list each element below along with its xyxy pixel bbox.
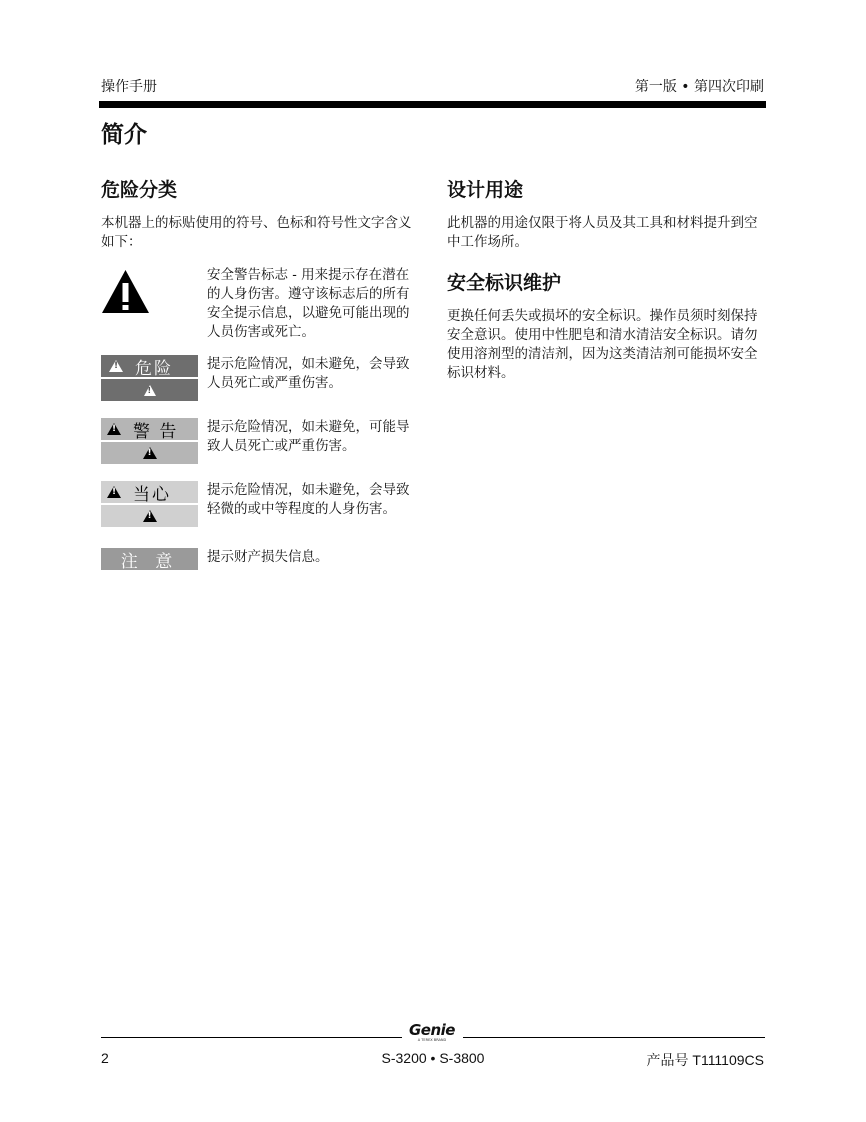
footer-rule-left: [101, 1037, 402, 1038]
caution-description: 提示危险情况，如未避免，会导致轻微的或中等程度的人身伤害。: [207, 482, 410, 517]
signal-row-danger: [101, 355, 419, 401]
page-title: 简介: [101, 122, 147, 148]
signal-row-warning: [101, 418, 419, 464]
footer-part-number: 产品号 T111109CS: [646, 1052, 764, 1068]
caution-badge: [101, 481, 198, 527]
caution-label: 当心: [133, 484, 171, 505]
header-manual-title: 操作手册: [101, 79, 157, 95]
warning-badge-symbol: [101, 442, 198, 464]
danger-badge-header: [101, 355, 198, 377]
warning-label: 警 告: [133, 421, 179, 442]
signal-row-notice: [101, 548, 419, 572]
warning-triangle-icon: [107, 423, 121, 435]
danger-badge: [101, 355, 198, 401]
notice-label: 注 意: [120, 551, 179, 572]
safety-alert-description: 安全警告标志 - 用来提示存在潜在的人身伤害。遵守该标志后的所有安全提示信息，以避免可能出现的人员伤害或死亡。: [207, 267, 410, 340]
notice-badge-header: [101, 548, 198, 570]
safety-alert-row: [101, 266, 419, 354]
logo-wordmark: Genie: [409, 1021, 455, 1039]
warning-description: 提示危险情况，如未避免，可能导致人员死亡或严重伤害。: [207, 419, 410, 454]
header-rule: [99, 101, 766, 108]
hazard-classification-heading: 危险分类: [101, 179, 178, 201]
hazard-intro-text: 本机器上的标贴使用的符号、色标和符号性文字含义如下：: [101, 215, 412, 250]
safety-sign-maintenance-text: 更换任何丢失或损坏的安全标识。操作员须时刻保持安全意识。使用中性肥皂和清水清洁安全标识。请勿使用溶剂型的清洁剂，因为这类清洁剂可能损坏安全标识材料。: [447, 308, 758, 381]
logo-tagline: A TEREX BRAND: [417, 1038, 447, 1042]
warning-triangle-icon: [144, 385, 156, 396]
notice-badge: [101, 548, 198, 570]
warning-triangle-icon: [143, 510, 157, 522]
warning-badge: [101, 418, 198, 464]
footer-models: S-3200 • S-3800: [381, 1050, 485, 1066]
intended-use-text: 此机器的用途仅限于将人员及其工具和材料提升到空中工作场所。: [447, 215, 758, 250]
right-column: [447, 177, 767, 383]
left-column: [101, 177, 419, 572]
page-number: 2: [101, 1050, 109, 1066]
warning-triangle-icon: [107, 486, 121, 498]
caution-badge-header: [101, 481, 198, 503]
danger-label: 危险: [135, 358, 173, 379]
warning-badge-header: [101, 418, 198, 440]
header-edition: 第一版 • 第四次印刷: [634, 79, 764, 95]
genie-logo: [403, 1022, 461, 1042]
warning-triangle-icon: [143, 447, 157, 459]
signal-row-caution: [101, 481, 419, 539]
danger-description: 提示危险情况，如未避免，会导致人员死亡或严重伤害。: [207, 356, 410, 391]
safety-sign-maintenance-heading: 安全标识维护: [447, 272, 562, 294]
safety-alert-icon: [101, 269, 150, 318]
caution-badge-symbol: [101, 505, 198, 527]
notice-description: 提示财产损失信息。: [207, 549, 329, 565]
warning-triangle-icon: [109, 360, 123, 372]
intended-use-heading: 设计用途: [447, 179, 524, 201]
footer-rule-right: [463, 1037, 765, 1038]
danger-badge-symbol: [101, 379, 198, 401]
